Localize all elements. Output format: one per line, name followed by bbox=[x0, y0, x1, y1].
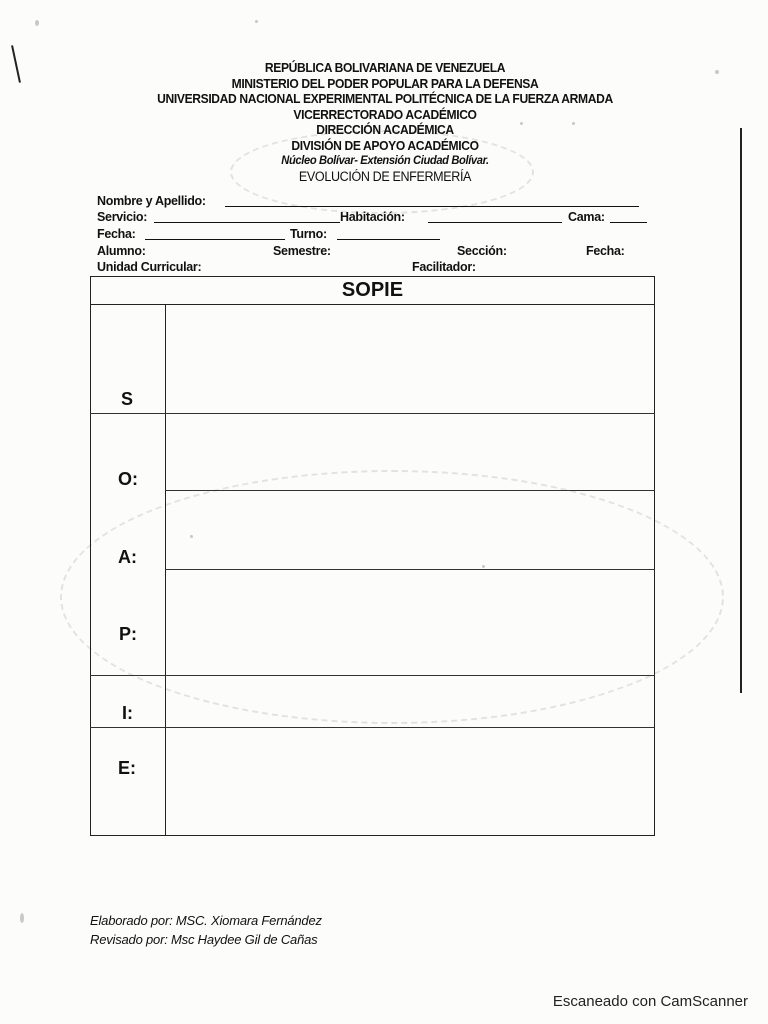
camscanner-watermark: Escaneado con CamScanner bbox=[552, 993, 748, 1010]
cama-line[interactable] bbox=[610, 222, 647, 223]
table-divider bbox=[90, 304, 655, 305]
unidad-curricular-label: Unidad Curricular: bbox=[97, 260, 202, 274]
header-line: REPÚBLICA BOLIVARIANA DE VENEZUELA bbox=[264, 60, 506, 75]
header-line: DIRECCIÓN ACADÉMICA bbox=[316, 122, 454, 137]
sopie-row-i: I: bbox=[122, 703, 133, 723]
institution-header bbox=[80, 60, 690, 184]
form-title: EVOLUCIÓN DE ENFERMERÍA bbox=[298, 168, 472, 184]
sopie-row-e: E: bbox=[118, 758, 136, 778]
sopie-row-s: S bbox=[121, 389, 134, 409]
scan-edge-line bbox=[740, 128, 742, 693]
nombre-line[interactable] bbox=[225, 206, 639, 207]
header-line: UNIVERSIDAD NACIONAL EXPERIMENTAL POLITÉCNICA DE LA FUERZA ARMADA bbox=[157, 91, 613, 106]
alumno-label: Alumno: bbox=[97, 244, 146, 258]
turno-line[interactable] bbox=[337, 239, 440, 240]
elaborado-por: Elaborado por: MSC. Xiomara Fernández bbox=[90, 913, 322, 928]
turno-label: Turno: bbox=[290, 227, 327, 241]
servicio-label: Servicio: bbox=[97, 210, 148, 224]
fecha-label-2: Fecha: bbox=[586, 244, 625, 258]
fecha-line[interactable] bbox=[145, 239, 285, 240]
row-divider bbox=[165, 569, 655, 570]
sopie-row-a: A: bbox=[118, 547, 137, 567]
header-line: VICERRECTORADO ACADÉMICO bbox=[293, 106, 477, 122]
row-divider bbox=[165, 490, 655, 491]
cama-label: Cama: bbox=[568, 210, 605, 224]
seccion-label: Sección: bbox=[457, 244, 507, 258]
fecha-label: Fecha: bbox=[97, 227, 136, 241]
sopie-title: SOPIE bbox=[341, 279, 404, 301]
sopie-row-p: P: bbox=[119, 624, 137, 644]
nombre-label: Nombre y Apellido: bbox=[97, 194, 206, 208]
header-line: DIVISIÓN DE APOYO ACADÉMICO bbox=[291, 137, 479, 153]
scan-speckle bbox=[20, 913, 24, 923]
servicio-line[interactable] bbox=[154, 222, 340, 223]
row-divider bbox=[90, 675, 655, 676]
semestre-label: Semestre: bbox=[273, 244, 331, 258]
habitacion-label: Habitación: bbox=[340, 210, 405, 224]
row-divider bbox=[90, 727, 655, 728]
habitacion-line[interactable] bbox=[428, 222, 562, 223]
revisado-por: Revisado por: Msc Haydee Gil de Cañas bbox=[90, 932, 318, 947]
scan-speckle bbox=[255, 20, 258, 23]
header-line: MINISTERIO DEL PODER POPULAR PARA LA DEFENSA bbox=[231, 75, 539, 91]
row-divider bbox=[90, 413, 655, 414]
sopie-row-o: O: bbox=[118, 469, 138, 489]
header-line: Núcleo Bolívar- Extensión Ciudad Bolívar. bbox=[281, 153, 489, 167]
sopie-table bbox=[90, 276, 655, 836]
scan-speckle bbox=[35, 20, 39, 26]
label-column-divider bbox=[165, 304, 166, 836]
scan-speckle bbox=[715, 70, 719, 74]
facilitador-label: Facilitador: bbox=[412, 260, 476, 274]
scan-mark bbox=[11, 45, 21, 83]
